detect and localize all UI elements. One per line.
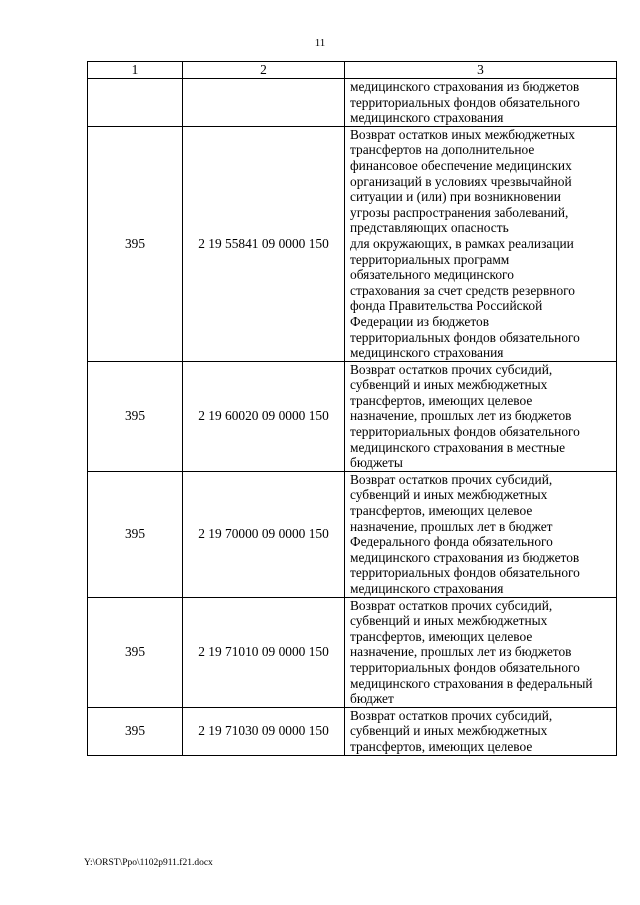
admin-code-cell: 395 — [88, 707, 183, 755]
table-row — [88, 126, 617, 361]
page-number: 11 — [314, 37, 326, 49]
admin-code-cell — [88, 79, 183, 127]
budget-codes-table — [87, 61, 617, 756]
budget-code-cell: 2 19 60020 09 0000 150 — [183, 361, 345, 471]
admin-code-cell: 395 — [88, 361, 183, 471]
footer-file-path: Y:\ORST\Ppo\1102p911.f21.docx — [84, 858, 213, 868]
budget-code-cell — [183, 79, 345, 127]
budget-code-cell: 2 19 55841 09 0000 150 — [183, 126, 345, 361]
header-cell-3: 3 — [345, 62, 617, 79]
budget-code-cell: 2 19 71030 09 0000 150 — [183, 707, 345, 755]
header-cell-1: 1 — [88, 62, 183, 79]
budget-code-cell: 2 19 70000 09 0000 150 — [183, 471, 345, 597]
description-cell: Возврат остатков прочих субсидий, субвенций и иных межбюджетных трансфертов, имеющих целевое назначение, прошлых лет в бюджет Федерального фонда обязательного медицинского страхования из бюджетов территориальных фондов обязательного медицинского страхования — [345, 471, 617, 597]
table-row — [88, 707, 617, 755]
budget-code-cell: 2 19 71010 09 0000 150 — [183, 597, 345, 707]
table-header-row — [88, 62, 617, 79]
table-row — [88, 79, 617, 127]
table-row — [88, 471, 617, 597]
table-row — [88, 361, 617, 471]
description-cell: Возврат остатков прочих субсидий, субвенций и иных межбюджетных трансфертов, имеющих целевое назначение, прошлых лет из бюджетов территориальных фондов обязательного медицинского страхования в местные бюджеты — [345, 361, 617, 471]
description-cell: медицинского страхования из бюджетов территориальных фондов обязательного медицинского страхования — [345, 79, 617, 127]
header-cell-2: 2 — [183, 62, 345, 79]
description-cell: Возврат остатков прочих субсидий, субвенций и иных межбюджетных трансфертов, имеющих целевое — [345, 707, 617, 755]
admin-code-cell: 395 — [88, 597, 183, 707]
description-cell: Возврат остатков иных межбюджетных трансфертов на дополнительное финансовое обеспечение медицинских организаций в условиях чрезвычайной ситуации и (или) при возникновении угрозы распространения заболеваний, представляющих опасность для окружающих, в рамках реализации территориальных программ обязательного медицинского страхования за счет средств резервного фонда Правительства Российской Федерации из бюджетов территориальных фондов обязательного медицинского страхования — [345, 126, 617, 361]
admin-code-cell: 395 — [88, 126, 183, 361]
table-row — [88, 597, 617, 707]
description-cell: Возврат остатков прочих субсидий, субвенций и иных межбюджетных трансфертов, имеющих целевое назначение, прошлых лет из бюджетов территориальных фондов обязательного медицинского страхования в федеральный бюджет — [345, 597, 617, 707]
admin-code-cell: 395 — [88, 471, 183, 597]
